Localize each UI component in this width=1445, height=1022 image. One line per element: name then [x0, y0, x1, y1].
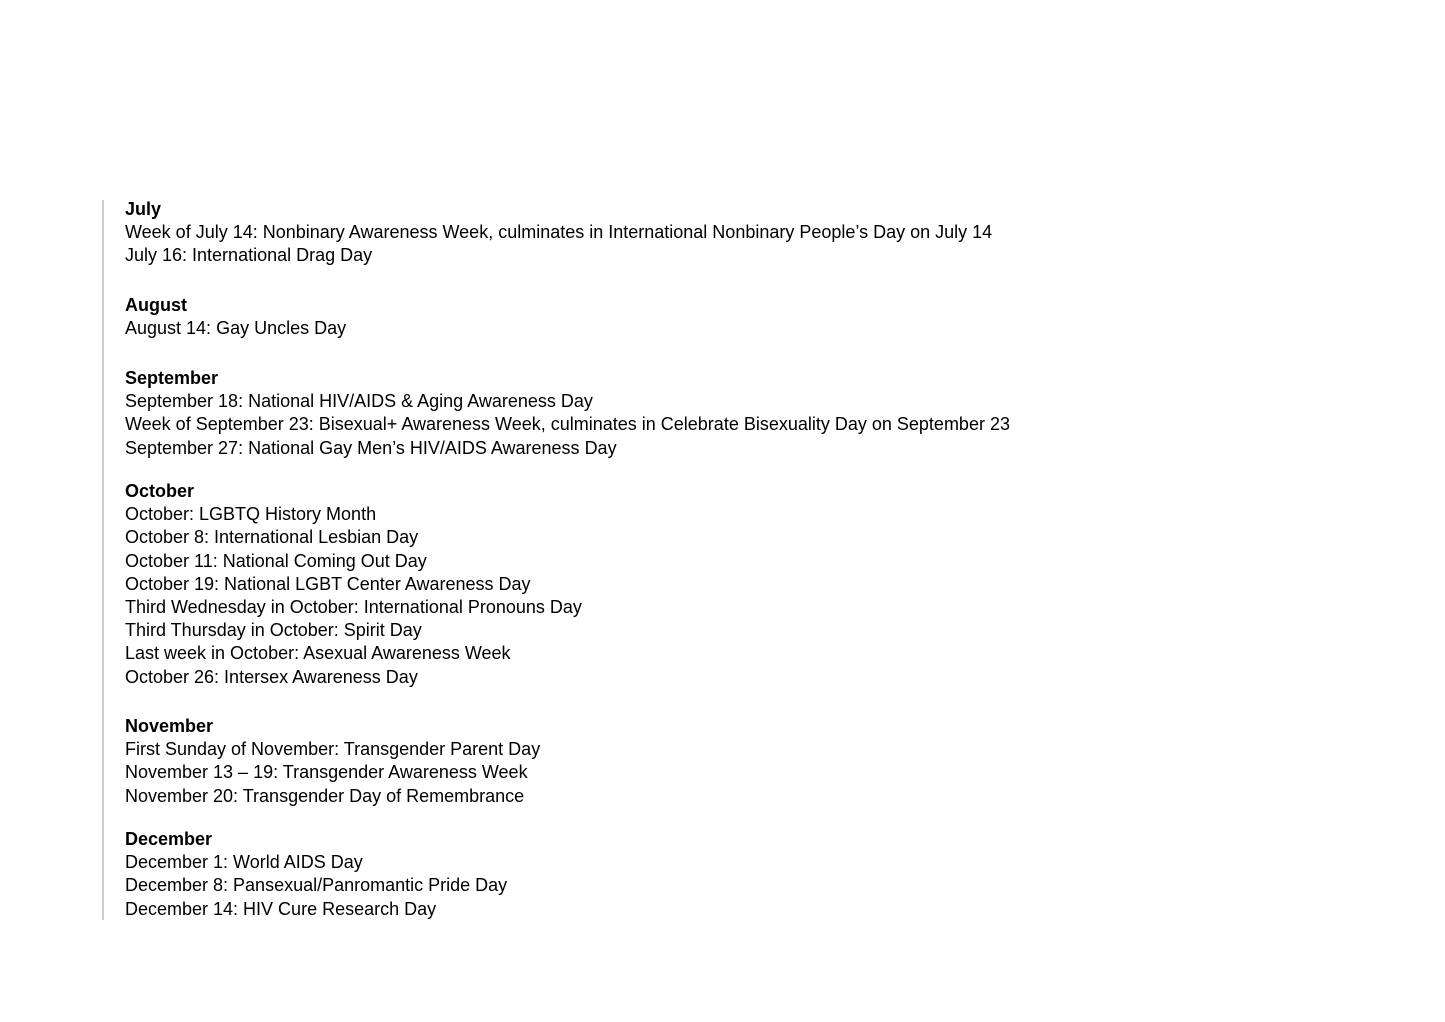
section-september [125, 367, 1010, 460]
list-item: December 8: Pansexual/Panromantic Pride Day [125, 875, 508, 896]
list-item: December 1: World AIDS Day [125, 852, 363, 873]
list-item: August 14: Gay Uncles Day [125, 318, 347, 339]
list-item: October 26: Intersex Awareness Day [125, 666, 418, 687]
list-item: September 18: National HIV/AIDS & Aging Awareness Day [125, 391, 593, 412]
list-item: October: LGBTQ History Month [125, 504, 377, 525]
document-content [102, 200, 1204, 920]
list-item: October 19: National LGBT Center Awareness Day [125, 573, 531, 594]
list-item: October 11: National Coming Out Day [125, 550, 427, 571]
list-item: December 14: HIV Cure Research Day [125, 898, 437, 919]
list-item: July 16: International Drag Day [125, 245, 373, 266]
section-title: August [125, 295, 187, 315]
list-item: November 20: Transgender Day of Remembrance [125, 785, 525, 806]
list-item: November 13 – 19: Transgender Awareness Week [125, 762, 528, 783]
section-july [125, 198, 992, 268]
section-december [125, 828, 507, 921]
section-title: November [125, 716, 214, 736]
section-title: July [125, 199, 162, 219]
list-item: October 8: International Lesbian Day [125, 527, 419, 548]
list-item: September 27: National Gay Men’s HIV/AIDS Awareness Day [125, 437, 617, 458]
section-october [125, 480, 582, 689]
list-item: First Sunday of November: Transgender Parent Day [125, 739, 541, 760]
section-august [125, 294, 346, 340]
section-title: October [125, 481, 195, 501]
list-item: Week of September 23: Bisexual+ Awareness Week, culminates in Celebrate Bisexuality Day on September 23 [125, 414, 1010, 435]
list-item: Third Thursday in October: Spirit Day [125, 620, 422, 641]
section-november [125, 715, 540, 808]
list-item: Week of July 14: Nonbinary Awareness Week, culminates in International Nonbinary People’s Day on July 14 [125, 222, 993, 243]
section-title: September [125, 368, 219, 388]
list-item: Third Wednesday in October: International Pronouns Day [125, 597, 582, 618]
list-item: Last week in October: Asexual Awareness Week [125, 643, 511, 664]
section-title: December [125, 829, 213, 849]
